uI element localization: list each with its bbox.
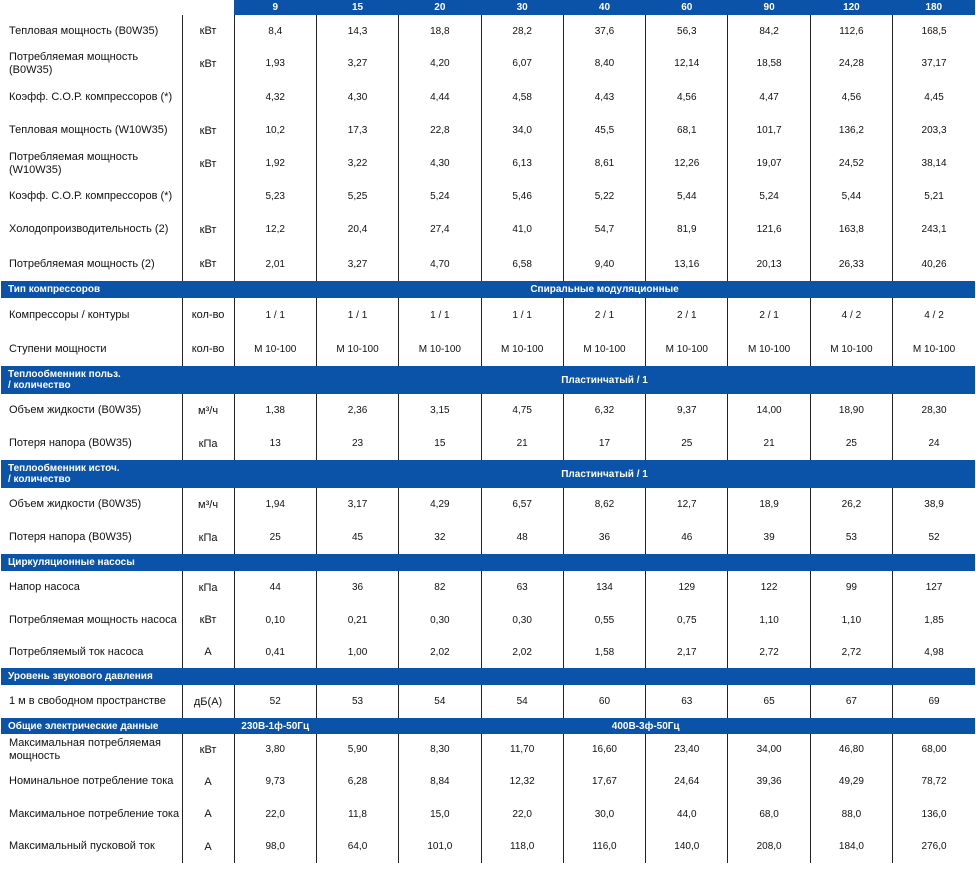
row-label: 1 м в свободном пространстве bbox=[1, 685, 182, 718]
value-cell: 22,0 bbox=[234, 798, 316, 830]
value-cell: 63 bbox=[481, 571, 563, 604]
model-header: 20 bbox=[399, 0, 481, 15]
header-row bbox=[1, 0, 975, 15]
value-cell: 39 bbox=[728, 521, 810, 554]
row-label: Объем жидкости (B0W35) bbox=[1, 394, 182, 427]
value-cell: 60 bbox=[563, 685, 645, 718]
row-unit: кВт bbox=[182, 212, 234, 247]
value-cell: 21 bbox=[481, 427, 563, 460]
value-cell: 4,43 bbox=[563, 80, 645, 114]
value-cell: 17 bbox=[563, 427, 645, 460]
value-cell: 16,60 bbox=[563, 734, 645, 765]
value-cell: 129 bbox=[646, 571, 728, 604]
table-row bbox=[1, 80, 975, 114]
value-cell: 4,47 bbox=[728, 80, 810, 114]
value-cell: 24 bbox=[928, 438, 940, 449]
row-label: Напор насоса bbox=[1, 571, 182, 604]
table-row bbox=[1, 488, 975, 521]
row-label: Тепловая мощность (B0W35) bbox=[1, 15, 182, 47]
table-row bbox=[1, 427, 975, 460]
value-cell: 1,92 bbox=[234, 147, 316, 180]
value-cell: 25 bbox=[646, 427, 728, 460]
value-cell: 18,9 bbox=[728, 488, 810, 521]
value-cell: 101,0 bbox=[399, 830, 481, 863]
value-cell: 1,10 bbox=[810, 604, 892, 636]
value-cell: 27,4 bbox=[399, 212, 481, 247]
value-cell: 12,26 bbox=[646, 147, 728, 180]
value-cell: 1 / 1 bbox=[316, 298, 398, 332]
value-cell: 40,26 bbox=[921, 258, 947, 270]
row-unit: кВт bbox=[182, 734, 234, 765]
header-blank bbox=[1, 0, 234, 15]
value-cell: 17,3 bbox=[316, 114, 398, 147]
model-header: 9 bbox=[234, 0, 316, 15]
row-label: Потребляемая мощность (2) bbox=[1, 247, 182, 281]
section-title: Общие электрические данные bbox=[1, 718, 234, 734]
value-cell: 68,00 bbox=[921, 744, 947, 755]
value-cell: 12,2 bbox=[234, 212, 316, 247]
value-cell: 1 / 1 bbox=[234, 298, 316, 332]
value-cell: 4,58 bbox=[481, 80, 563, 114]
value-cell: 9,37 bbox=[646, 394, 728, 427]
row-unit bbox=[182, 80, 234, 114]
value-cell: 53 bbox=[810, 521, 892, 554]
row-unit: кВт bbox=[182, 47, 234, 80]
model-header: 60 bbox=[646, 0, 728, 15]
value-cell: 2 / 1 bbox=[646, 298, 728, 332]
value-cell: 98,0 bbox=[234, 830, 316, 863]
value-cell: 24,28 bbox=[810, 47, 892, 80]
section-value bbox=[234, 668, 975, 685]
value-cell: 1,00 bbox=[316, 636, 398, 668]
value-cell: 22,0 bbox=[481, 798, 563, 830]
value-cell: 276,0 bbox=[921, 841, 947, 852]
row-label: Максимальное потребление тока bbox=[1, 798, 182, 830]
value-cell: 3,17 bbox=[316, 488, 398, 521]
value-cell: 2,01 bbox=[234, 247, 316, 281]
section-title: Тип компрессоров bbox=[1, 281, 234, 298]
value-cell: 8,40 bbox=[563, 47, 645, 80]
value-cell: 5,90 bbox=[316, 734, 398, 765]
value-cell: 2,72 bbox=[810, 636, 892, 668]
value-cell: 67 bbox=[810, 685, 892, 718]
value-cell: 5,44 bbox=[646, 180, 728, 212]
value-cell: 121,6 bbox=[728, 212, 810, 247]
row-unit: кПа bbox=[182, 521, 234, 554]
row-label: Потребляемая мощность насоса bbox=[1, 604, 182, 636]
row-label: Потребляемая мощность (B0W35) bbox=[1, 47, 182, 80]
value-cell: 243,1 bbox=[921, 224, 947, 235]
model-header: 90 bbox=[728, 0, 810, 15]
value-cell: 52 bbox=[234, 685, 316, 718]
value-cell: 0,30 bbox=[399, 604, 481, 636]
row-label: Потеря напора (B0W35) bbox=[1, 521, 182, 554]
value-cell: 4,20 bbox=[399, 47, 481, 80]
row-label: Потребляемый ток насоса bbox=[1, 636, 182, 668]
value-cell: 37,17 bbox=[921, 58, 947, 69]
value-cell: 3,80 bbox=[234, 734, 316, 765]
value-cell: 6,13 bbox=[481, 147, 563, 180]
value-cell: 54 bbox=[399, 685, 481, 718]
value-cell: 136,2 bbox=[810, 114, 892, 147]
value-cell: 63 bbox=[646, 685, 728, 718]
section-value: Пластинчатый / 1 bbox=[234, 366, 975, 394]
row-label: Коэфф. С.О.Р. компрессоров (*) bbox=[1, 180, 182, 212]
value-cell: 136,0 bbox=[921, 808, 947, 820]
value-cell: 140,0 bbox=[646, 830, 728, 863]
value-cell: 53 bbox=[316, 685, 398, 718]
row-label: Максимальная потребляемая мощность bbox=[1, 734, 182, 765]
value-cell: 118,0 bbox=[481, 830, 563, 863]
value-cell: 6,57 bbox=[481, 488, 563, 521]
value-cell: 4,45 bbox=[924, 91, 944, 103]
row-unit: кПа bbox=[182, 571, 234, 604]
value-cell: 81,9 bbox=[646, 212, 728, 247]
row-label: Объем жидкости (B0W35) bbox=[1, 488, 182, 521]
value-cell: 68,1 bbox=[646, 114, 728, 147]
row-unit: кол-во bbox=[182, 332, 234, 366]
table-row bbox=[1, 212, 975, 247]
value-cell: 4 / 2 bbox=[924, 309, 944, 321]
value-cell: 28,30 bbox=[921, 405, 947, 416]
value-cell: 8,30 bbox=[399, 734, 481, 765]
value-cell: 3,27 bbox=[316, 247, 398, 281]
table-row bbox=[1, 298, 975, 332]
value-cell: 69 bbox=[928, 696, 940, 707]
value-cell: 24,64 bbox=[646, 765, 728, 798]
section-title: Теплообменник польз. / количество bbox=[1, 366, 234, 394]
row-unit: м³/ч bbox=[182, 394, 234, 427]
value-cell: 88,0 bbox=[810, 798, 892, 830]
value-cell: 4,70 bbox=[399, 247, 481, 281]
value-cell: 4,56 bbox=[646, 80, 728, 114]
value-cell: 5,24 bbox=[728, 180, 810, 212]
section-header bbox=[1, 668, 975, 685]
value-cell: M 10-100 bbox=[234, 332, 316, 366]
value-cell: 45 bbox=[316, 521, 398, 554]
value-cell: 23,40 bbox=[646, 734, 728, 765]
value-cell: M 10-100 bbox=[563, 332, 645, 366]
section-title: Теплообменник источ. / количество bbox=[1, 460, 234, 488]
section-value: Пластинчатый / 1 bbox=[234, 460, 975, 488]
value-cell: 8,62 bbox=[563, 488, 645, 521]
table-row bbox=[1, 147, 975, 180]
value-cell: M 10-100 bbox=[646, 332, 728, 366]
row-label: Номинальное потребление тока bbox=[1, 765, 182, 798]
value-cell: 39,36 bbox=[728, 765, 810, 798]
row-unit: кВт bbox=[182, 15, 234, 47]
value-cell: 1,94 bbox=[234, 488, 316, 521]
value-cell: 4,75 bbox=[481, 394, 563, 427]
value-cell: 3,27 bbox=[316, 47, 398, 80]
value-cell: 20,13 bbox=[728, 247, 810, 281]
value-cell: 54 bbox=[481, 685, 563, 718]
value-cell: 36 bbox=[563, 521, 645, 554]
value-cell: 68,0 bbox=[728, 798, 810, 830]
value-cell: 37,6 bbox=[563, 15, 645, 47]
value-cell: 8,84 bbox=[399, 765, 481, 798]
value-cell: 28,2 bbox=[481, 15, 563, 47]
row-label: Компрессоры / контуры bbox=[1, 298, 182, 332]
value-cell: 20,4 bbox=[316, 212, 398, 247]
value-cell: 9,40 bbox=[563, 247, 645, 281]
value-cell: 1,38 bbox=[234, 394, 316, 427]
table-row bbox=[1, 571, 975, 604]
voltage-single-phase: 230В-1ф-50Гц bbox=[234, 718, 316, 734]
value-cell: 15,0 bbox=[399, 798, 481, 830]
row-unit: м³/ч bbox=[182, 488, 234, 521]
value-cell: 52 bbox=[928, 532, 940, 543]
row-label: Потребляемая мощность (W10W35) bbox=[1, 147, 182, 180]
value-cell: 56,3 bbox=[646, 15, 728, 47]
section-header bbox=[1, 554, 975, 571]
model-header: 15 bbox=[316, 0, 398, 15]
table-row bbox=[1, 604, 975, 636]
value-cell: 21 bbox=[728, 427, 810, 460]
value-cell: 46,80 bbox=[810, 734, 892, 765]
table-row bbox=[1, 830, 975, 863]
value-cell: 34,00 bbox=[728, 734, 810, 765]
table-row bbox=[1, 114, 975, 147]
value-cell: 32 bbox=[399, 521, 481, 554]
value-cell: 1 / 1 bbox=[481, 298, 563, 332]
row-unit: А bbox=[182, 798, 234, 830]
value-cell: 0,30 bbox=[481, 604, 563, 636]
row-label: Коэфф. С.О.Р. компрессоров (*) bbox=[1, 80, 182, 114]
value-cell: 2,36 bbox=[316, 394, 398, 427]
value-cell: 4 / 2 bbox=[810, 298, 892, 332]
value-cell: 184,0 bbox=[810, 830, 892, 863]
value-cell: M 10-100 bbox=[912, 343, 956, 355]
value-cell: 18,90 bbox=[810, 394, 892, 427]
table-row bbox=[1, 734, 975, 765]
model-header: 180 bbox=[893, 0, 975, 15]
row-unit: кВт bbox=[182, 604, 234, 636]
value-cell: 82 bbox=[399, 571, 481, 604]
table-row bbox=[1, 180, 975, 212]
specs-table bbox=[1, 0, 975, 863]
value-cell: 5,24 bbox=[399, 180, 481, 212]
value-cell: 44,0 bbox=[646, 798, 728, 830]
value-cell: 1,93 bbox=[234, 47, 316, 80]
row-unit bbox=[182, 180, 234, 212]
table-row bbox=[1, 685, 975, 718]
value-cell: 4,30 bbox=[399, 147, 481, 180]
value-cell: 17,67 bbox=[563, 765, 645, 798]
row-unit: кВт bbox=[182, 247, 234, 281]
value-cell: 0,41 bbox=[234, 636, 316, 668]
value-cell: 78,72 bbox=[921, 776, 947, 787]
value-cell: M 10-100 bbox=[316, 332, 398, 366]
section-title: Уровень звукового давления bbox=[1, 668, 234, 685]
value-cell: 18,8 bbox=[399, 15, 481, 47]
value-cell: M 10-100 bbox=[728, 332, 810, 366]
value-cell: 8,4 bbox=[234, 15, 316, 47]
row-label: Тепловая мощность (W10W35) bbox=[1, 114, 182, 147]
value-cell: 13,16 bbox=[646, 247, 728, 281]
value-cell: 168,5 bbox=[921, 25, 947, 37]
table-row bbox=[1, 394, 975, 427]
value-cell: 18,58 bbox=[728, 47, 810, 80]
value-cell: 2 / 1 bbox=[563, 298, 645, 332]
model-header: 30 bbox=[481, 0, 563, 15]
value-cell: 11,8 bbox=[316, 798, 398, 830]
table-row bbox=[1, 15, 975, 47]
value-cell: 14,3 bbox=[316, 15, 398, 47]
value-cell: 54,7 bbox=[563, 212, 645, 247]
table-row bbox=[1, 332, 975, 366]
row-label: Ступени мощности bbox=[1, 332, 182, 366]
value-cell: 1,58 bbox=[563, 636, 645, 668]
value-cell: 1,10 bbox=[728, 604, 810, 636]
value-cell: 26,2 bbox=[810, 488, 892, 521]
table-row bbox=[1, 247, 975, 281]
value-cell: 48 bbox=[481, 521, 563, 554]
value-cell: 112,6 bbox=[810, 15, 892, 47]
row-unit: А bbox=[182, 765, 234, 798]
value-cell: 6,32 bbox=[563, 394, 645, 427]
value-cell: 3,15 bbox=[399, 394, 481, 427]
value-cell: 23 bbox=[316, 427, 398, 460]
value-cell: 5,21 bbox=[924, 190, 944, 202]
value-cell: 4,44 bbox=[399, 80, 481, 114]
value-cell: 0,55 bbox=[563, 604, 645, 636]
section-value: Спиральные модуляционные bbox=[234, 281, 975, 298]
value-cell: 99 bbox=[810, 571, 892, 604]
value-cell: 2 / 1 bbox=[728, 298, 810, 332]
section-header bbox=[1, 718, 975, 734]
table-row bbox=[1, 636, 975, 668]
row-label: Максимальный пусковой ток bbox=[1, 830, 182, 863]
voltage-three-phase: 400В-3ф-50Гц bbox=[316, 718, 975, 734]
value-cell: 19,07 bbox=[728, 147, 810, 180]
value-cell: 14,00 bbox=[728, 394, 810, 427]
value-cell: 46 bbox=[646, 521, 728, 554]
value-cell: 26,33 bbox=[810, 247, 892, 281]
value-cell: 65 bbox=[728, 685, 810, 718]
section-value bbox=[234, 554, 975, 571]
value-cell: 8,61 bbox=[563, 147, 645, 180]
value-cell: 116,0 bbox=[563, 830, 645, 863]
value-cell: 6,58 bbox=[481, 247, 563, 281]
value-cell: 5,25 bbox=[316, 180, 398, 212]
value-cell: M 10-100 bbox=[481, 332, 563, 366]
value-cell: 122 bbox=[728, 571, 810, 604]
table-row bbox=[1, 47, 975, 80]
value-cell: 24,52 bbox=[810, 147, 892, 180]
value-cell: 5,23 bbox=[234, 180, 316, 212]
value-cell: 134 bbox=[563, 571, 645, 604]
value-cell: 127 bbox=[925, 582, 943, 593]
value-cell: 45,5 bbox=[563, 114, 645, 147]
value-cell: 2,02 bbox=[481, 636, 563, 668]
value-cell: 38,14 bbox=[921, 158, 947, 169]
value-cell: 2,17 bbox=[646, 636, 728, 668]
value-cell: 4,32 bbox=[234, 80, 316, 114]
value-cell: 0,21 bbox=[316, 604, 398, 636]
value-cell: 11,70 bbox=[481, 734, 563, 765]
model-header: 120 bbox=[810, 0, 892, 15]
value-cell: 64,0 bbox=[316, 830, 398, 863]
value-cell: 4,30 bbox=[316, 80, 398, 114]
value-cell: 5,44 bbox=[810, 180, 892, 212]
row-unit: А bbox=[182, 636, 234, 668]
value-cell: 1 / 1 bbox=[399, 298, 481, 332]
model-header: 40 bbox=[563, 0, 645, 15]
value-cell: 5,22 bbox=[563, 180, 645, 212]
table-row bbox=[1, 521, 975, 554]
value-cell: 203,3 bbox=[921, 125, 947, 136]
value-cell: 30,0 bbox=[563, 798, 645, 830]
value-cell: 2,72 bbox=[728, 636, 810, 668]
row-unit: кВт bbox=[182, 147, 234, 180]
value-cell: 10,2 bbox=[234, 114, 316, 147]
value-cell: 6,07 bbox=[481, 47, 563, 80]
value-cell: 38,9 bbox=[924, 499, 944, 510]
value-cell: 4,98 bbox=[924, 646, 944, 658]
value-cell: 6,28 bbox=[316, 765, 398, 798]
value-cell: 15 bbox=[399, 427, 481, 460]
value-cell: 36 bbox=[316, 571, 398, 604]
row-unit: кол-во bbox=[182, 298, 234, 332]
value-cell: 34,0 bbox=[481, 114, 563, 147]
value-cell: 25 bbox=[234, 521, 316, 554]
row-unit: кВт bbox=[182, 114, 234, 147]
row-unit: дБ(А) bbox=[182, 685, 234, 718]
row-label: Холодопроизводительность (2) bbox=[1, 212, 182, 247]
value-cell: 41,0 bbox=[481, 212, 563, 247]
value-cell: 101,7 bbox=[728, 114, 810, 147]
row-label: Потеря напора (B0W35) bbox=[1, 427, 182, 460]
section-header bbox=[1, 281, 975, 298]
value-cell: 2,02 bbox=[399, 636, 481, 668]
value-cell: 1,85 bbox=[924, 614, 944, 626]
value-cell: 13 bbox=[234, 427, 316, 460]
value-cell: 3,22 bbox=[316, 147, 398, 180]
value-cell: 4,56 bbox=[810, 80, 892, 114]
value-cell: 163,8 bbox=[810, 212, 892, 247]
row-unit: А bbox=[182, 830, 234, 863]
value-cell: 0,10 bbox=[234, 604, 316, 636]
value-cell: 208,0 bbox=[728, 830, 810, 863]
value-cell: 4,29 bbox=[399, 488, 481, 521]
value-cell: 5,46 bbox=[481, 180, 563, 212]
section-header bbox=[1, 366, 975, 394]
value-cell: 22,8 bbox=[399, 114, 481, 147]
value-cell: 12,7 bbox=[646, 488, 728, 521]
row-unit: кПа bbox=[182, 427, 234, 460]
value-cell: 49,29 bbox=[810, 765, 892, 798]
value-cell: M 10-100 bbox=[399, 332, 481, 366]
value-cell: 12,32 bbox=[481, 765, 563, 798]
value-cell: 12,14 bbox=[646, 47, 728, 80]
value-cell: M 10-100 bbox=[810, 332, 892, 366]
value-cell: 84,2 bbox=[728, 15, 810, 47]
value-cell: 44 bbox=[234, 571, 316, 604]
table-row bbox=[1, 765, 975, 798]
section-header bbox=[1, 460, 975, 488]
value-cell: 25 bbox=[810, 427, 892, 460]
table-row bbox=[1, 798, 975, 830]
section-title: Циркуляционные насосы bbox=[1, 554, 234, 571]
value-cell: 9,73 bbox=[234, 765, 316, 798]
value-cell: 0,75 bbox=[646, 604, 728, 636]
